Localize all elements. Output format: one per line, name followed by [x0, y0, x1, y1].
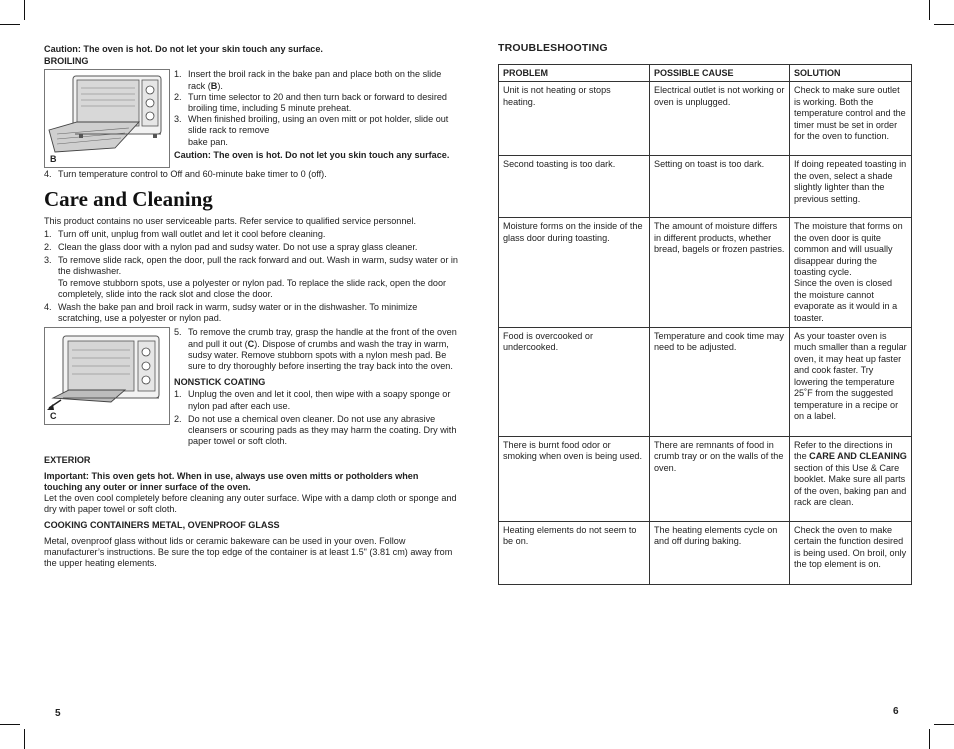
broiling-section [44, 69, 458, 168]
exterior-heading: EXTERIOR [44, 455, 91, 466]
problem-cell: Food is overcooked or undercooked. [499, 328, 650, 437]
broiling-heading: BROILING [44, 56, 89, 67]
care-steps [44, 229, 458, 325]
cause-cell: The amount of moisture differs in different products, whether bread, bagels or frozen pastries. [650, 218, 790, 328]
table-header-row [499, 65, 912, 82]
figure-b-label: B [50, 154, 57, 165]
column-header: SOLUTION [790, 65, 912, 82]
list-item: 2. Do not use a chemical oven cleaner. Do not use any abrasive cleansers or scouring pads as they may harm the coating. Dry with paper towel or soft cloth. [174, 413, 457, 447]
cause-cell: There are remnants of food in crumb tray or on the walls of the oven. [650, 437, 790, 522]
figure-c [44, 327, 170, 425]
table-row [499, 82, 912, 156]
caution-top: Caution: The oven is hot. Do not let your skin touch any surface. [44, 44, 323, 54]
left-page [44, 44, 458, 570]
table-row [499, 522, 912, 585]
solution-cell: The moisture that forms on the oven door is quite common and will usually disappear during the toasting cycle. Since the oven is closed the moisture cannot evaporate as it would in a toaster. [790, 218, 912, 328]
troubleshooting-heading: TROUBLESHOOTING [498, 42, 608, 54]
cause-cell: The heating elements cycle on and off during baking. [650, 522, 790, 585]
crop-mark [24, 0, 25, 20]
figure-c-label: C [50, 411, 57, 422]
figure-b [44, 69, 170, 168]
containers-text: Metal, ovenproof glass without lids or ceramic bakeware can be used in your oven. Follow manufacturer’s instructions. Be sure the top edge of the container is at least 1.5" (3.81 cm) away from the upper heating elements. [44, 535, 453, 569]
list-item: 3. To remove slide rack, open the door, pull the rack forward and out. Wash in warm, sudsy water or in the dishwasher. To remove stubborn spots, use a polyester or nylon pad. To replace the slide rack, open the door completely, slide into the rack slot and close the door. [44, 255, 458, 299]
right-page [498, 42, 912, 585]
crop-mark [0, 724, 20, 725]
problem-cell: Unit is not heating or stops heating. [499, 82, 650, 156]
crumb-tray-section [44, 327, 458, 447]
table-row [499, 437, 912, 522]
table-row [499, 328, 912, 437]
problem-cell: Heating elements do not seem to be on. [499, 522, 650, 585]
solution-cell: If doing repeated toasting in the oven, select a shade slightly lighter than the previous setting. [790, 156, 912, 218]
page-number-right: 6 [893, 706, 899, 717]
list-item: 2. Clean the glass door with a nylon pad and sudsy water. Do not use a spray glass cleaner. [44, 242, 418, 253]
exterior-important: Important: This oven gets hot. When in use, always use oven mitts or potholders when touching any outer or inner surface of the oven. [44, 470, 419, 492]
solution-cell: As your toaster oven is much smaller than a regular oven, it may heat up faster and cook faster. Try lowering the temperature 25˚F from the suggested temperature in a recipe or on a label. [790, 328, 912, 437]
list-item: 3. When finished broiling, using an oven mitt or pot holder, slide out slide rack to remove bake pan. [174, 114, 449, 147]
crop-mark [0, 24, 20, 25]
crop-mark [934, 24, 954, 25]
cause-cell: Temperature and cook time may need to be adjusted. [650, 328, 790, 437]
problem-cell: Moisture forms on the inside of the glass door during toasting. [499, 218, 650, 328]
cause-cell: Setting on toast is too dark. [650, 156, 790, 218]
toaster-oven-crumb-tray-illustration [45, 328, 169, 424]
exterior-text: Let the oven cool completely before cleaning any outer surface. Wipe with a damp cloth or sponge and dry with paper towel or soft cloth. [44, 493, 457, 515]
crop-mark [929, 0, 930, 20]
solution-cell: Refer to the directions in the CARE AND CLEANING section of this Use & Care booklet. Make sure all parts of the oven, baking pan and rack are clean. [790, 437, 912, 522]
nonstick-heading: NONSTICK COATING [174, 377, 266, 388]
crop-mark [929, 729, 930, 749]
care-intro: This product contains no user serviceable parts. Refer service to qualified service personnel. [44, 215, 417, 226]
problem-cell: There is burnt food odor or smoking when oven is being used. [499, 437, 650, 522]
page-title: Care and Cleaning [44, 186, 213, 211]
list-item: 5. To remove the crumb tray, grasp the handle at the front of the oven and pull it out (C). Dispose of crumbs and wash the tray in warm, sudsy water. Remove stubborn spots with a nylon mesh pad. Be sure to dry thoroughly before inserting the tray back into the oven. [174, 327, 457, 372]
list-item: 4. Wash the bake pan and broil rack in warm, sudsy water or in the dishwasher. To minimize scratching, use a polyester or nylon pad. [44, 302, 418, 324]
table-row [499, 218, 912, 328]
crumb-tray-steps [170, 327, 458, 447]
toaster-oven-broil-illustration [45, 70, 169, 167]
solution-cell: Check to make sure outlet is working. Both the temperature control and the timer must be set in order for the oven to function. [790, 82, 912, 156]
cause-cell: Electrical outlet is not working or oven is unplugged. [650, 82, 790, 156]
list-item: 1. Unplug the oven and let it cool, then wipe with a soapy sponge or nylon pad after each use. [174, 389, 451, 411]
solution-cell: Check the oven to make certain the function desired is being used. On broil, only the top element is on. [790, 522, 912, 585]
crop-mark [24, 729, 25, 749]
broiling-steps [170, 69, 458, 161]
column-header: POSSIBLE CAUSE [650, 65, 790, 82]
column-header: PROBLEM [499, 65, 650, 82]
list-item: 4. Turn temperature control to Off and 60-minute bake timer to 0 (off). [44, 169, 327, 180]
list-item: 1. Insert the broil rack in the bake pan and place both on the slide rack (B). [174, 69, 442, 91]
page-number-left: 5 [55, 708, 61, 719]
problem-cell: Second toasting is too dark. [499, 156, 650, 218]
troubleshooting-table [498, 64, 912, 585]
list-item: 2. Turn time selector to 20 and then turn back or forward to desired broiling time, including 5 minute preheat. [174, 91, 447, 114]
caution-broil: Caution: The oven is hot. Do not let you skin touch any surface. [174, 149, 450, 160]
table-row [499, 156, 912, 218]
containers-heading: COOKING CONTAINERS METAL, OVENPROOF GLASS [44, 520, 280, 531]
crop-mark [934, 724, 954, 725]
list-item: 1. Turn off unit, unplug from wall outlet and let it cool before cleaning. [44, 228, 326, 239]
